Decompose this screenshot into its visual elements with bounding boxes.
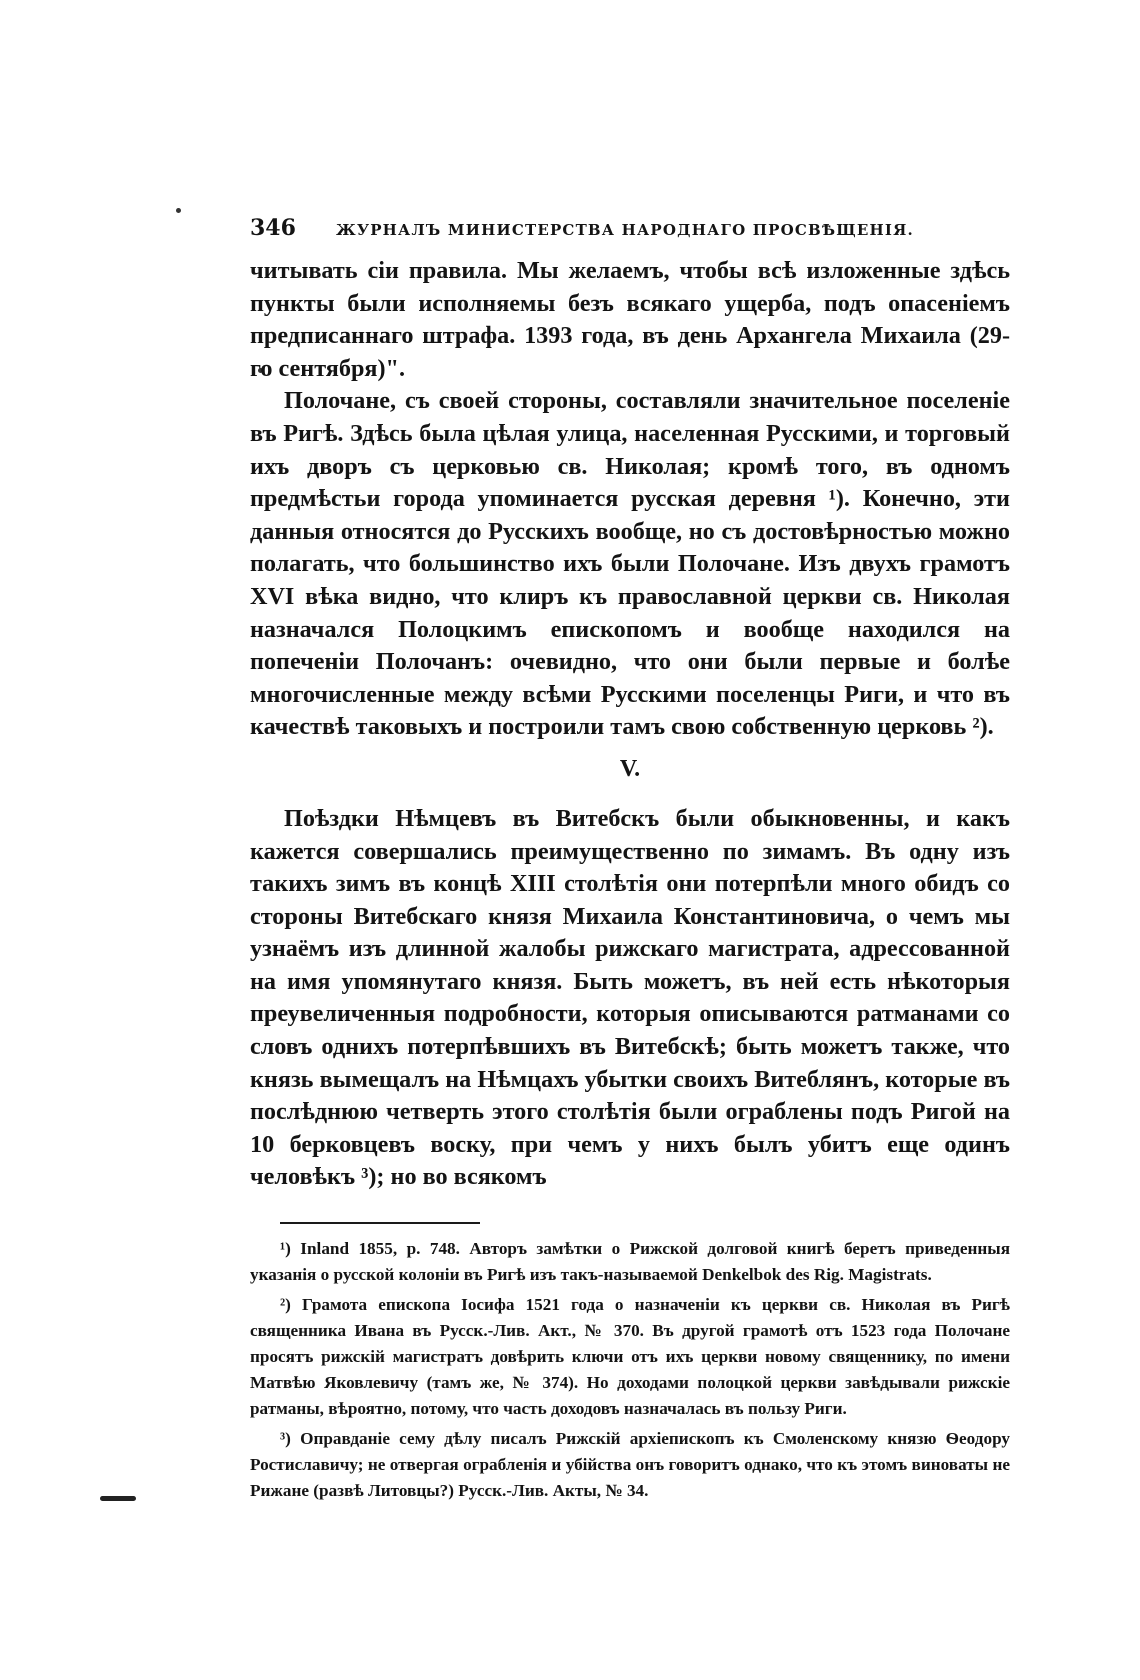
paragraph: Полочане, съ своей стороны, составляли значительное поселеніе въ Ригѣ. Здѣсь была цѣлая улица, населенная Русскими, и торговый ихъ дворъ съ церковью св. Николая; кромѣ того, въ одномъ предмѣстьи города упоминается русская деревня ¹). Конечно, эти данныя относятся до Русскихъ вообще, но съ достовѣрностью можно полагать, что большинство ихъ были Полочане. Изъ двухъ грамотъ XVI вѣка видно, что клиръ къ православной церкви св. Николая назначался Полоцкимъ епископомъ и вообще находился на попеченіи Полочанъ: очевидно, что они были первые и болѣе многочисленные между всѣми Русскими поселенцы Риги, и что въ качествѣ таковыхъ и построили тамъ свою собственную церковь ²). [250, 387, 1010, 741]
page-body [250, 215, 1010, 1508]
footnote: ¹) Inland 1855, p. 748. Авторъ замѣтки о Рижской долговой книгѣ беретъ приведенныя указанія о русской колоніи въ Ригѣ изъ такъ-называемой Denkelbok des Rig. Magistrats. [250, 1239, 1010, 1285]
footnote-separator [280, 1222, 480, 1224]
page-number: 346 [250, 215, 296, 241]
scan-speck [176, 208, 181, 213]
page-header [250, 215, 1010, 241]
footnote: ³) Оправданіе сему дѣлу писалъ Рижскій архіепископъ къ Смоленскому князю Ѳеодору Ростиславичу; не отвергая ограбленія и убійства онъ говоритъ однако, что къ этомъ виноваты не Рижане (развѣ Литовцы?) Русск.-Лив. Акты, № 34. [250, 1429, 1010, 1501]
paragraph: Поѣздки Нѣмцевъ въ Витебскъ были обыкновенны, и какъ кажется совершались преимущественно по зимамъ. Въ одну изъ такихъ зимъ въ концѣ XIII столѣтія они потерпѣли много обидъ со стороны Витебскаго князя Михаила Константиновича, о чемъ мы узнаёмъ изъ длинной жалобы рижскаго магистрата, адрессованной на имя упомянутаго князя. Быть можетъ, въ ней есть нѣкоторыя преувеличенныя подробности, которыя описываются ратманами со словъ однихъ потерпѣвшихъ въ Витебскѣ; быть можетъ также, что князь вымещалъ на Нѣмцахъ убытки своихъ Витеблянъ, которые въ послѣднюю четверть этого столѣтія были ограблены подъ Ригой на 10 берковцевъ воску, при чемъ у нихъ былъ убитъ еще одинъ человѣкъ ³); но во всякомъ [250, 804, 1010, 1191]
paragraph: читывать сіи правила. Мы желаемъ, чтобы всѣ изложенные здѣсь пункты были исполняемы безъ всякаго ущерба, подъ опасеніемъ предписаннаго штрафа. 1393 года, въ день Архангела Михаила (29-го сентября)". [250, 257, 1010, 382]
footnote: ²) Грамота епископа Іосифа 1521 года о назначеніи къ церкви св. Николая въ Ригѣ священника Ивана въ Русск.-Лив. Акт., № 370. Въ другой грамотѣ отъ 1523 года Полочане просятъ рижскій магистратъ довѣрить ключи отъ ихъ церкви новому священнику, по имени Матвѣю Яковлевичу (тамъ же, № 374). Но доходами полоцкой церкви завѣдывали рижскіе ратманы, вѣроятно, потому, что часть доходовъ назначалась въ пользу Риги. [250, 1295, 1010, 1419]
running-title: ЖУРНАЛЪ МИНИСТЕРСТВА НАРОДНАГО ПРОСВѢЩЕНІЯ. [335, 221, 914, 239]
scan-mark [100, 1496, 136, 1501]
section-heading: V. [619, 755, 641, 782]
